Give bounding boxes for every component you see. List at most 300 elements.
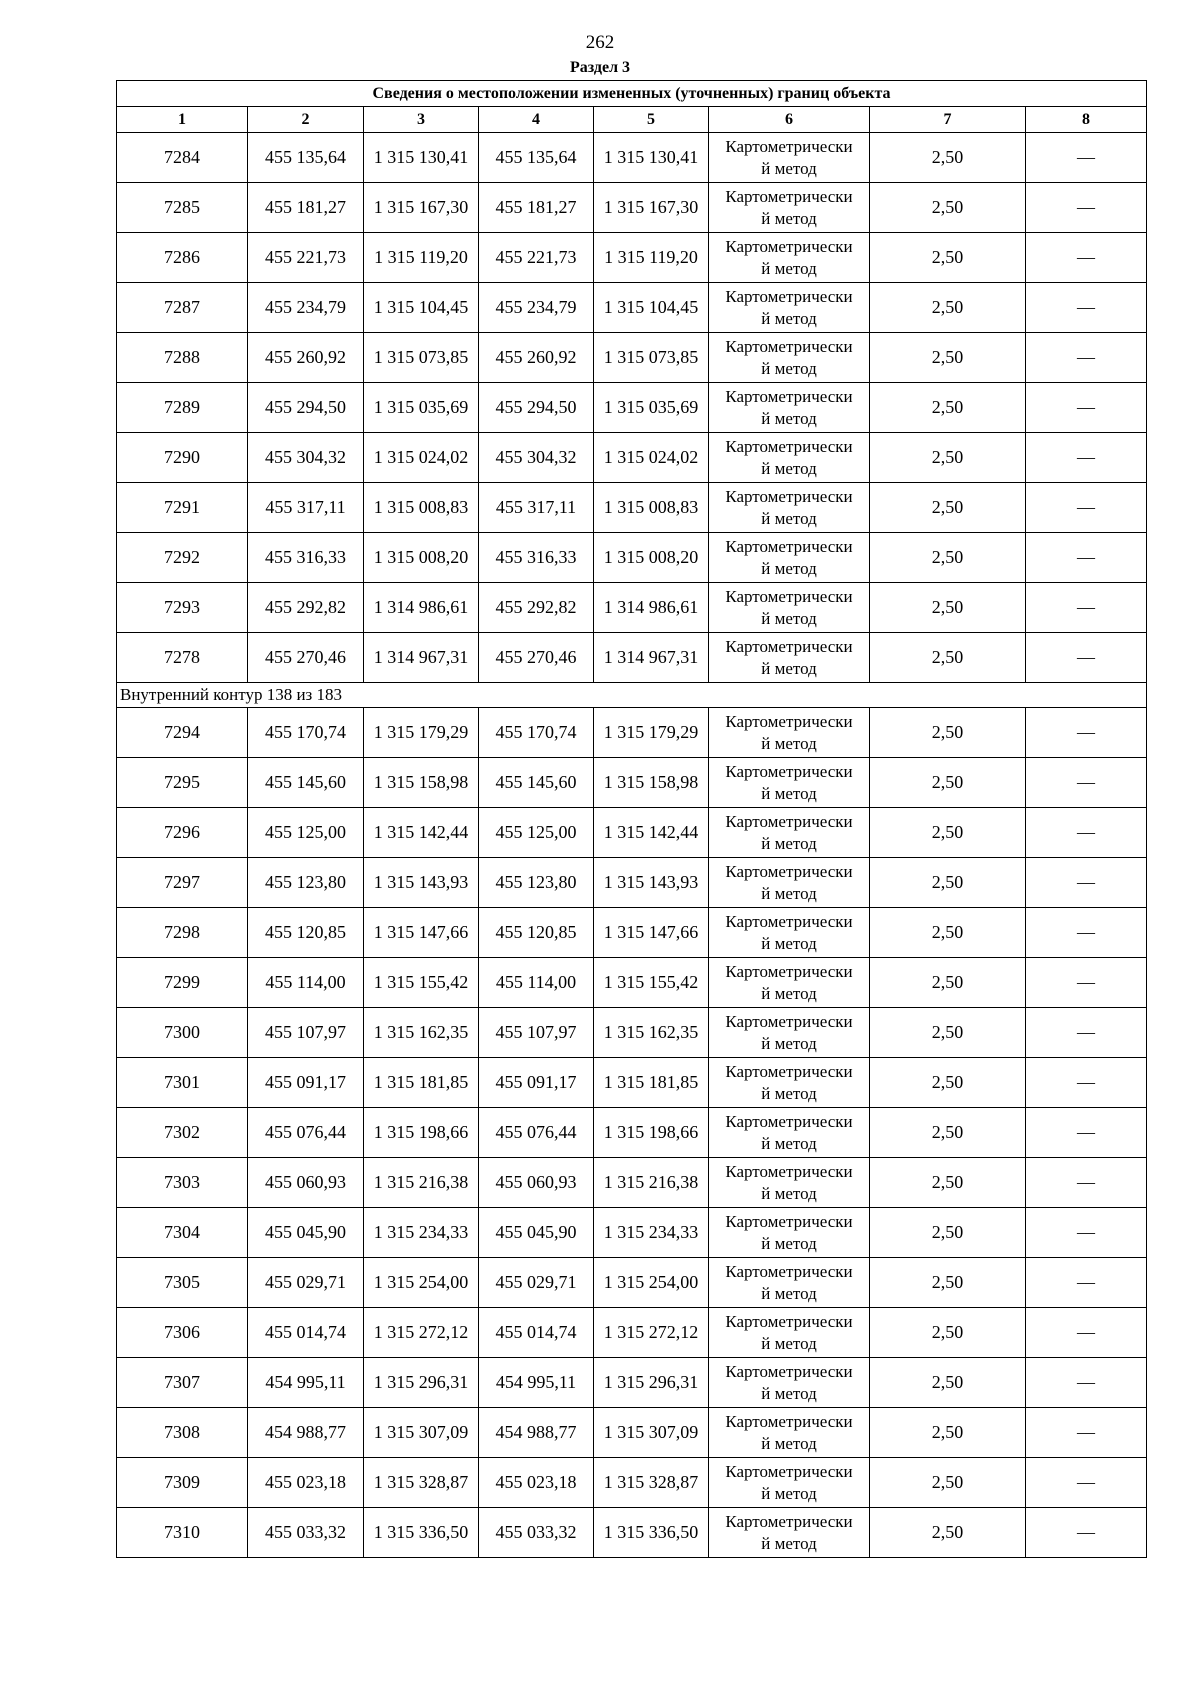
description-cell xyxy=(1026,758,1147,808)
y-old-cell: 1 315 035,69 xyxy=(364,383,479,433)
x-new-cell: 455 120,85 xyxy=(479,908,594,958)
method-text-line-2: й метод xyxy=(761,933,817,953)
y-new-cell: 1 315 158,98 xyxy=(594,758,709,808)
method-text-line-1: Картометрически xyxy=(725,1211,853,1231)
method-text-line-1: Картометрически xyxy=(725,286,853,306)
table-row xyxy=(117,483,1147,533)
x-new-cell: 455 292,82 xyxy=(479,583,594,633)
method-text-line-1: Картометрически xyxy=(725,911,853,931)
method-cell xyxy=(709,1058,870,1108)
y-old-cell: 1 315 336,50 xyxy=(364,1508,479,1558)
y-new-cell: 1 315 008,20 xyxy=(594,533,709,583)
x-new-cell: 455 294,50 xyxy=(479,383,594,433)
x-old-cell: 455 114,00 xyxy=(248,958,364,1008)
point-number-cell: 7291 xyxy=(117,483,248,533)
description-cell xyxy=(1026,1408,1147,1458)
method-text-line-2: й метод xyxy=(761,1183,817,1203)
method-text-line-2: й метод xyxy=(761,1483,817,1503)
precision-cell: 2,50 xyxy=(870,433,1026,483)
y-new-cell: 1 315 328,87 xyxy=(594,1458,709,1508)
table-caption: Сведения о местоположении измененных (уточненных) границ объекта xyxy=(117,81,1147,107)
table-row xyxy=(117,333,1147,383)
x-new-cell: 455 045,90 xyxy=(479,1208,594,1258)
point-number-cell: 7306 xyxy=(117,1308,248,1358)
x-new-cell: 455 135,64 xyxy=(479,133,594,183)
point-number-cell: 7290 xyxy=(117,433,248,483)
table-row xyxy=(117,1358,1147,1408)
description-cell xyxy=(1026,633,1147,683)
method-cell xyxy=(709,583,870,633)
description-cell xyxy=(1026,1158,1147,1208)
table-row xyxy=(117,1458,1147,1508)
dash-placeholder: — xyxy=(1077,972,1095,992)
description-cell xyxy=(1026,583,1147,633)
x-old-cell: 455 029,71 xyxy=(248,1258,364,1308)
method-text-line-2: й метод xyxy=(761,208,817,228)
precision-cell: 2,50 xyxy=(870,1308,1026,1358)
point-number-cell: 7302 xyxy=(117,1108,248,1158)
method-text-line-2: й метод xyxy=(761,1533,817,1553)
y-old-cell: 1 315 158,98 xyxy=(364,758,479,808)
method-cell xyxy=(709,483,870,533)
dash-placeholder: — xyxy=(1077,597,1095,617)
description-cell xyxy=(1026,1058,1147,1108)
y-new-cell: 1 315 272,12 xyxy=(594,1308,709,1358)
dash-placeholder: — xyxy=(1077,147,1095,167)
y-new-cell: 1 315 296,31 xyxy=(594,1358,709,1408)
dash-placeholder: — xyxy=(1077,1072,1095,1092)
x-old-cell: 454 988,77 xyxy=(248,1408,364,1458)
method-text-line-2: й метод xyxy=(761,833,817,853)
method-text-line-1: Картометрически xyxy=(725,386,853,406)
x-new-cell: 455 260,92 xyxy=(479,333,594,383)
point-number-cell: 7284 xyxy=(117,133,248,183)
y-old-cell: 1 315 272,12 xyxy=(364,1308,479,1358)
y-new-cell: 1 315 155,42 xyxy=(594,958,709,1008)
point-number-cell: 7298 xyxy=(117,908,248,958)
precision-cell: 2,50 xyxy=(870,808,1026,858)
y-old-cell: 1 315 296,31 xyxy=(364,1358,479,1408)
x-old-cell: 455 317,11 xyxy=(248,483,364,533)
precision-cell: 2,50 xyxy=(870,858,1026,908)
precision-cell: 2,50 xyxy=(870,383,1026,433)
method-text-line-2: й метод xyxy=(761,508,817,528)
x-old-cell: 455 091,17 xyxy=(248,1058,364,1108)
point-number-cell: 7305 xyxy=(117,1258,248,1308)
x-old-cell: 455 076,44 xyxy=(248,1108,364,1158)
y-old-cell: 1 315 147,66 xyxy=(364,908,479,958)
method-text-line-2: й метод xyxy=(761,983,817,1003)
method-text-line-1: Картометрически xyxy=(725,961,853,981)
x-new-cell: 455 145,60 xyxy=(479,758,594,808)
method-text-line-1: Картометрически xyxy=(725,711,853,731)
precision-cell: 2,50 xyxy=(870,958,1026,1008)
description-cell xyxy=(1026,908,1147,958)
table-row xyxy=(117,433,1147,483)
precision-cell: 2,50 xyxy=(870,908,1026,958)
description-cell xyxy=(1026,1508,1147,1558)
y-new-cell: 1 315 179,29 xyxy=(594,708,709,758)
method-text-line-1: Картометрически xyxy=(725,1361,853,1381)
dash-placeholder: — xyxy=(1077,247,1095,267)
x-old-cell: 455 060,93 xyxy=(248,1158,364,1208)
y-old-cell: 1 315 104,45 xyxy=(364,283,479,333)
y-old-cell: 1 315 119,20 xyxy=(364,233,479,283)
column-number-header: 4 xyxy=(479,107,594,133)
table-row xyxy=(117,1058,1147,1108)
x-new-cell: 454 988,77 xyxy=(479,1408,594,1458)
method-cell xyxy=(709,183,870,233)
coordinates-table xyxy=(116,80,1147,1558)
dash-placeholder: — xyxy=(1077,872,1095,892)
method-cell xyxy=(709,1158,870,1208)
section-title: Раздел 3 xyxy=(569,59,631,76)
method-cell xyxy=(709,708,870,758)
x-old-cell: 455 145,60 xyxy=(248,758,364,808)
y-old-cell: 1 315 024,02 xyxy=(364,433,479,483)
y-new-cell: 1 315 181,85 xyxy=(594,1058,709,1108)
x-new-cell: 455 107,97 xyxy=(479,1008,594,1058)
method-text-line-2: й метод xyxy=(761,458,817,478)
description-cell xyxy=(1026,233,1147,283)
y-new-cell: 1 315 104,45 xyxy=(594,283,709,333)
x-new-cell: 455 234,79 xyxy=(479,283,594,333)
dash-placeholder: — xyxy=(1077,1122,1095,1142)
method-text-line-2: й метод xyxy=(761,608,817,628)
y-old-cell: 1 315 142,44 xyxy=(364,808,479,858)
x-new-cell: 455 076,44 xyxy=(479,1108,594,1158)
table-row xyxy=(117,808,1147,858)
x-new-cell: 455 317,11 xyxy=(479,483,594,533)
point-number-cell: 7297 xyxy=(117,858,248,908)
method-text-line-1: Картометрически xyxy=(725,1461,853,1481)
method-text-line-2: й метод xyxy=(761,658,817,678)
y-new-cell: 1 315 307,09 xyxy=(594,1408,709,1458)
x-old-cell: 455 270,46 xyxy=(248,633,364,683)
y-new-cell: 1 315 143,93 xyxy=(594,858,709,908)
precision-cell: 2,50 xyxy=(870,1408,1026,1458)
method-text-line-2: й метод xyxy=(761,1283,817,1303)
method-text-line-2: й метод xyxy=(761,1433,817,1453)
y-new-cell: 1 314 967,31 xyxy=(594,633,709,683)
x-old-cell: 455 304,32 xyxy=(248,433,364,483)
method-text-line-1: Картометрически xyxy=(725,1261,853,1281)
dash-placeholder: — xyxy=(1077,297,1095,317)
precision-cell: 2,50 xyxy=(870,1008,1026,1058)
x-old-cell: 455 033,32 xyxy=(248,1508,364,1558)
dash-placeholder: — xyxy=(1077,1322,1095,1342)
x-old-cell: 455 181,27 xyxy=(248,183,364,233)
precision-cell: 2,50 xyxy=(870,233,1026,283)
method-cell xyxy=(709,433,870,483)
x-new-cell: 455 023,18 xyxy=(479,1458,594,1508)
x-new-cell: 455 181,27 xyxy=(479,183,594,233)
description-cell xyxy=(1026,183,1147,233)
method-text-line-2: й метод xyxy=(761,558,817,578)
contour-label-row xyxy=(117,683,1147,708)
method-cell xyxy=(709,1458,870,1508)
point-number-cell: 7285 xyxy=(117,183,248,233)
method-cell xyxy=(709,333,870,383)
point-number-cell: 7303 xyxy=(117,1158,248,1208)
y-old-cell: 1 315 167,30 xyxy=(364,183,479,233)
description-cell xyxy=(1026,958,1147,1008)
precision-cell: 2,50 xyxy=(870,758,1026,808)
x-new-cell: 455 029,71 xyxy=(479,1258,594,1308)
x-old-cell: 455 221,73 xyxy=(248,233,364,283)
dash-placeholder: — xyxy=(1077,497,1095,517)
y-old-cell: 1 315 179,29 xyxy=(364,708,479,758)
y-new-cell: 1 314 986,61 xyxy=(594,583,709,633)
column-number-header: 1 xyxy=(117,107,248,133)
description-cell xyxy=(1026,858,1147,908)
y-new-cell: 1 315 216,38 xyxy=(594,1158,709,1208)
column-number-header: 6 xyxy=(709,107,870,133)
x-old-cell: 455 023,18 xyxy=(248,1458,364,1508)
y-new-cell: 1 315 035,69 xyxy=(594,383,709,433)
x-old-cell: 454 995,11 xyxy=(248,1358,364,1408)
point-number-cell: 7286 xyxy=(117,233,248,283)
method-text-line-2: й метод xyxy=(761,883,817,903)
y-old-cell: 1 315 008,20 xyxy=(364,533,479,583)
y-new-cell: 1 315 147,66 xyxy=(594,908,709,958)
table-row xyxy=(117,1408,1147,1458)
point-number-cell: 7295 xyxy=(117,758,248,808)
point-number-cell: 7292 xyxy=(117,533,248,583)
y-old-cell: 1 315 216,38 xyxy=(364,1158,479,1208)
table-row xyxy=(117,133,1147,183)
dash-placeholder: — xyxy=(1077,447,1095,467)
method-text-line-1: Картометрически xyxy=(725,1111,853,1131)
table-row xyxy=(117,1508,1147,1558)
x-new-cell: 455 170,74 xyxy=(479,708,594,758)
method-text-line-1: Картометрически xyxy=(725,1511,853,1531)
x-old-cell: 455 260,92 xyxy=(248,333,364,383)
method-cell xyxy=(709,533,870,583)
method-text-line-2: й метод xyxy=(761,783,817,803)
point-number-cell: 7296 xyxy=(117,808,248,858)
precision-cell: 2,50 xyxy=(870,1358,1026,1408)
y-old-cell: 1 315 130,41 xyxy=(364,133,479,183)
method-text-line-1: Картометрически xyxy=(725,336,853,356)
y-old-cell: 1 315 143,93 xyxy=(364,858,479,908)
precision-cell: 2,50 xyxy=(870,483,1026,533)
method-cell xyxy=(709,1508,870,1558)
method-cell xyxy=(709,908,870,958)
dash-placeholder: — xyxy=(1077,922,1095,942)
y-old-cell: 1 315 254,00 xyxy=(364,1258,479,1308)
column-number-header: 5 xyxy=(594,107,709,133)
x-new-cell: 455 221,73 xyxy=(479,233,594,283)
point-number-cell: 7301 xyxy=(117,1058,248,1108)
precision-cell: 2,50 xyxy=(870,1258,1026,1308)
method-text-line-2: й метод xyxy=(761,1033,817,1053)
table-row xyxy=(117,283,1147,333)
table-row xyxy=(117,1258,1147,1308)
dash-placeholder: — xyxy=(1077,1522,1095,1542)
x-old-cell: 455 120,85 xyxy=(248,908,364,958)
x-old-cell: 455 135,64 xyxy=(248,133,364,183)
precision-cell: 2,50 xyxy=(870,1058,1026,1108)
point-number-cell: 7308 xyxy=(117,1408,248,1458)
dash-placeholder: — xyxy=(1077,1222,1095,1242)
description-cell xyxy=(1026,383,1147,433)
description-cell xyxy=(1026,1308,1147,1358)
point-number-cell: 7289 xyxy=(117,383,248,433)
column-number-header: 3 xyxy=(364,107,479,133)
table-row xyxy=(117,1208,1147,1258)
precision-cell: 2,50 xyxy=(870,183,1026,233)
precision-cell: 2,50 xyxy=(870,583,1026,633)
dash-placeholder: — xyxy=(1077,1172,1095,1192)
description-cell xyxy=(1026,1358,1147,1408)
precision-cell: 2,50 xyxy=(870,633,1026,683)
method-text-line-1: Картометрически xyxy=(725,636,853,656)
x-old-cell: 455 107,97 xyxy=(248,1008,364,1058)
method-text-line-1: Картометрически xyxy=(725,1411,853,1431)
dash-placeholder: — xyxy=(1077,722,1095,742)
method-text-line-1: Картометрически xyxy=(725,436,853,456)
method-text-line-1: Картометрически xyxy=(725,861,853,881)
dash-placeholder: — xyxy=(1077,1372,1095,1392)
y-old-cell: 1 314 967,31 xyxy=(364,633,479,683)
x-old-cell: 455 170,74 xyxy=(248,708,364,758)
x-old-cell: 455 294,50 xyxy=(248,383,364,433)
method-cell xyxy=(709,958,870,1008)
description-cell xyxy=(1026,1108,1147,1158)
method-text-line-2: й метод xyxy=(761,1083,817,1103)
y-new-cell: 1 315 234,33 xyxy=(594,1208,709,1258)
y-new-cell: 1 315 142,44 xyxy=(594,808,709,858)
x-new-cell: 455 033,32 xyxy=(479,1508,594,1558)
table-row xyxy=(117,1158,1147,1208)
method-cell xyxy=(709,383,870,433)
description-cell xyxy=(1026,1208,1147,1258)
y-old-cell: 1 315 162,35 xyxy=(364,1008,479,1058)
x-old-cell: 455 123,80 xyxy=(248,858,364,908)
table-row xyxy=(117,958,1147,1008)
y-new-cell: 1 315 073,85 xyxy=(594,333,709,383)
method-cell xyxy=(709,283,870,333)
precision-cell: 2,50 xyxy=(870,1458,1026,1508)
page-number: 262 xyxy=(585,32,615,53)
precision-cell: 2,50 xyxy=(870,1108,1026,1158)
precision-cell: 2,50 xyxy=(870,1208,1026,1258)
dash-placeholder: — xyxy=(1077,347,1095,367)
method-text-line-1: Картометрически xyxy=(725,1011,853,1031)
method-text-line-2: й метод xyxy=(761,158,817,178)
table-row xyxy=(117,583,1147,633)
method-text-line-2: й метод xyxy=(761,733,817,753)
method-text-line-1: Картометрически xyxy=(725,186,853,206)
point-number-cell: 7287 xyxy=(117,283,248,333)
description-cell xyxy=(1026,333,1147,383)
x-new-cell: 455 270,46 xyxy=(479,633,594,683)
x-old-cell: 455 316,33 xyxy=(248,533,364,583)
x-new-cell: 455 060,93 xyxy=(479,1158,594,1208)
y-old-cell: 1 315 181,85 xyxy=(364,1058,479,1108)
precision-cell: 2,50 xyxy=(870,133,1026,183)
method-cell xyxy=(709,1358,870,1408)
method-text-line-1: Картометрически xyxy=(725,136,853,156)
table-row xyxy=(117,633,1147,683)
table-row xyxy=(117,1108,1147,1158)
method-text-line-2: й метод xyxy=(761,1333,817,1353)
description-cell xyxy=(1026,1258,1147,1308)
y-old-cell: 1 315 073,85 xyxy=(364,333,479,383)
dash-placeholder: — xyxy=(1077,1422,1095,1442)
method-text-line-1: Картометрически xyxy=(725,811,853,831)
table-body xyxy=(117,133,1147,1558)
y-new-cell: 1 315 167,30 xyxy=(594,183,709,233)
y-new-cell: 1 315 198,66 xyxy=(594,1108,709,1158)
x-new-cell: 455 091,17 xyxy=(479,1058,594,1108)
method-cell xyxy=(709,758,870,808)
x-new-cell: 455 123,80 xyxy=(479,858,594,908)
y-new-cell: 1 315 162,35 xyxy=(594,1008,709,1058)
precision-cell: 2,50 xyxy=(870,333,1026,383)
method-cell xyxy=(709,133,870,183)
point-number-cell: 7299 xyxy=(117,958,248,1008)
table-row xyxy=(117,1308,1147,1358)
method-text-line-1: Картометрически xyxy=(725,486,853,506)
description-cell xyxy=(1026,708,1147,758)
y-old-cell: 1 315 008,83 xyxy=(364,483,479,533)
table-row xyxy=(117,908,1147,958)
description-cell xyxy=(1026,1008,1147,1058)
table-row xyxy=(117,233,1147,283)
point-number-cell: 7310 xyxy=(117,1508,248,1558)
method-cell xyxy=(709,1408,870,1458)
column-number-header: 8 xyxy=(1026,107,1147,133)
precision-cell: 2,50 xyxy=(870,1158,1026,1208)
method-cell xyxy=(709,1308,870,1358)
x-new-cell: 455 114,00 xyxy=(479,958,594,1008)
method-text-line-2: й метод xyxy=(761,1383,817,1403)
x-new-cell: 455 316,33 xyxy=(479,533,594,583)
precision-cell: 2,50 xyxy=(870,283,1026,333)
method-cell xyxy=(709,1208,870,1258)
description-cell xyxy=(1026,1458,1147,1508)
method-text-line-1: Картометрически xyxy=(725,761,853,781)
dash-placeholder: — xyxy=(1077,772,1095,792)
method-text-line-2: й метод xyxy=(761,308,817,328)
dash-placeholder: — xyxy=(1077,547,1095,567)
x-new-cell: 455 304,32 xyxy=(479,433,594,483)
table-row xyxy=(117,183,1147,233)
y-new-cell: 1 315 130,41 xyxy=(594,133,709,183)
description-cell xyxy=(1026,433,1147,483)
precision-cell: 2,50 xyxy=(870,708,1026,758)
point-number-cell: 7307 xyxy=(117,1358,248,1408)
method-cell xyxy=(709,1258,870,1308)
column-number-header: 7 xyxy=(870,107,1026,133)
table-row xyxy=(117,858,1147,908)
method-text-line-1: Картометрически xyxy=(725,236,853,256)
contour-label: Внутренний контур 138 из 183 xyxy=(117,683,1147,708)
y-old-cell: 1 315 198,66 xyxy=(364,1108,479,1158)
y-new-cell: 1 315 254,00 xyxy=(594,1258,709,1308)
method-text-line-2: й метод xyxy=(761,1233,817,1253)
y-old-cell: 1 315 307,09 xyxy=(364,1408,479,1458)
x-new-cell: 455 014,74 xyxy=(479,1308,594,1358)
method-cell xyxy=(709,1008,870,1058)
description-cell xyxy=(1026,808,1147,858)
table-row xyxy=(117,383,1147,433)
method-text-line-1: Картометрически xyxy=(725,1061,853,1081)
y-old-cell: 1 315 155,42 xyxy=(364,958,479,1008)
description-cell xyxy=(1026,483,1147,533)
